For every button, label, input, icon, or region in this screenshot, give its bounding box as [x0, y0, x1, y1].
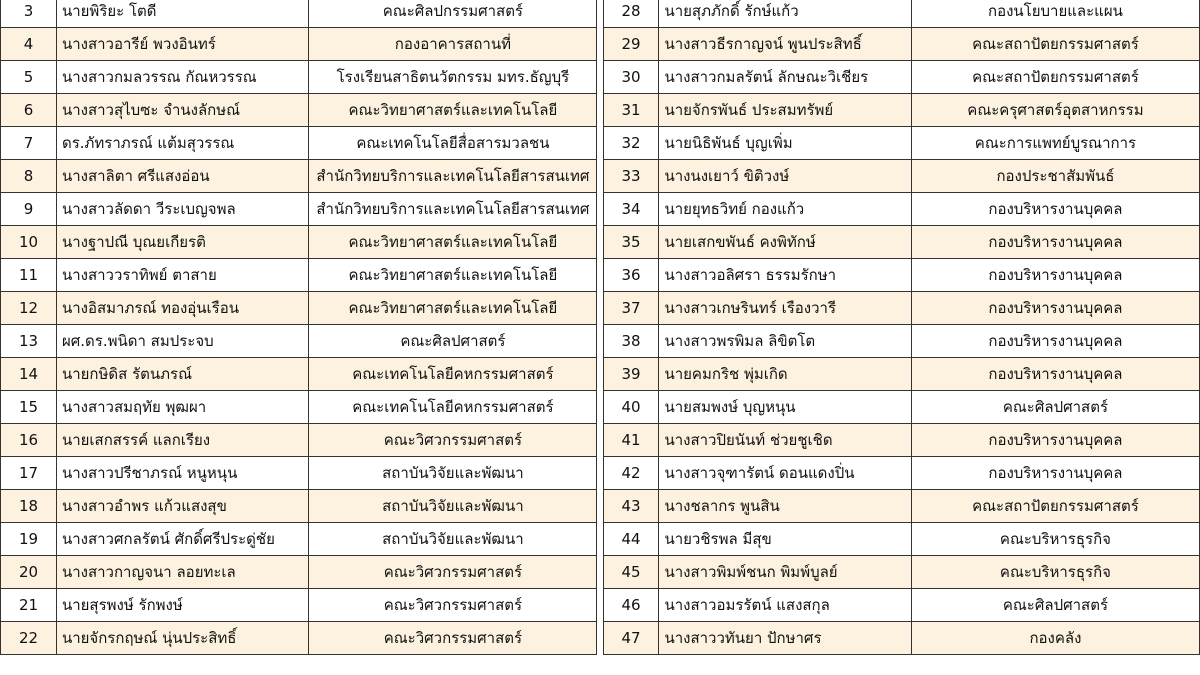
row-number-right: 36: [603, 259, 659, 292]
row-number-right: 28: [603, 0, 659, 28]
row-number-left: 4: [1, 28, 57, 61]
person-name-left: นางสาววราทิพย์ ตาสาย: [56, 259, 308, 292]
department-right: คณะสถาปัตยกรรมศาสตร์: [911, 61, 1199, 94]
row-number-right: 38: [603, 325, 659, 358]
row-number-left: 3: [1, 0, 57, 28]
row-number-left: 7: [1, 127, 57, 160]
row-number-right: 34: [603, 193, 659, 226]
row-number-left: 19: [1, 523, 57, 556]
table-row: [1, 424, 1200, 457]
row-number-left: 20: [1, 556, 57, 589]
person-name-right: นางสาวจุฑารัตน์ ดอนแดงปิ่น: [659, 457, 911, 490]
row-number-left: 21: [1, 589, 57, 622]
row-number-left: 14: [1, 358, 57, 391]
person-name-right: นางสาวพิมพ์ชนก พิมพ์บูลย์: [659, 556, 911, 589]
person-name-left: นางสาลิตา ศรีแสงอ่อน: [56, 160, 308, 193]
person-name-left: นางสาวกาญจนา ลอยทะเล: [56, 556, 308, 589]
row-number-left: 6: [1, 94, 57, 127]
department-left: คณะเทคโนโลยีคหกรรมศาสตร์: [309, 358, 597, 391]
person-name-right: นางสาวเกษรินทร์ เรืองวารี: [659, 292, 911, 325]
row-number-right: 41: [603, 424, 659, 457]
person-name-left: นางสาวสมฤทัย พุฒผา: [56, 391, 308, 424]
department-right: คณะสถาปัตยกรรมศาสตร์: [911, 490, 1199, 523]
table-row: [1, 457, 1200, 490]
department-left: โรงเรียนสาธิตนวัตกรรม มทร.ธัญบุรี: [309, 61, 597, 94]
row-number-left: 22: [1, 622, 57, 655]
department-left: สำนักวิทยบริการและเทคโนโลยีสารสนเทศ: [309, 193, 597, 226]
person-name-right: นายคมกริช พุ่มเกิด: [659, 358, 911, 391]
row-number-left: 12: [1, 292, 57, 325]
person-name-right: นางชลากร พูนสิน: [659, 490, 911, 523]
table-row: [1, 61, 1200, 94]
department-right: คณะสถาปัตยกรรมศาสตร์: [911, 28, 1199, 61]
department-right: คณะศิลปศาสตร์: [911, 589, 1199, 622]
row-number-left: 5: [1, 61, 57, 94]
person-name-left: นางสาวสุไบซะ จำนงลักษณ์: [56, 94, 308, 127]
person-name-left: นางสาวกมลวรรณ กัณหวรรณ: [56, 61, 308, 94]
row-number-left: 17: [1, 457, 57, 490]
person-name-right: นางสาวพรพิมล ลิขิตโต: [659, 325, 911, 358]
person-name-right: นางนงเยาว์ ขิติวงษ์: [659, 160, 911, 193]
table-row: [1, 622, 1200, 655]
department-left: สำนักวิทยบริการและเทคโนโลยีสารสนเทศ: [309, 160, 597, 193]
person-name-left: ดร.ภัทราภรณ์ แต้มสุวรรณ: [56, 127, 308, 160]
department-left: คณะวิศวกรรมศาสตร์: [309, 589, 597, 622]
row-number-left: 18: [1, 490, 57, 523]
person-name-right: นายนิธิพันธ์ บุญเพิ่ม: [659, 127, 911, 160]
department-right: กองประชาสัมพันธ์: [911, 160, 1199, 193]
row-number-right: 35: [603, 226, 659, 259]
department-right: กองบริหารงานบุคคล: [911, 193, 1199, 226]
department-left: คณะวิศวกรรมศาสตร์: [309, 424, 597, 457]
department-left: กองอาคารสถานที่: [309, 28, 597, 61]
department-left: สถาบันวิจัยและพัฒนา: [309, 523, 597, 556]
person-name-right: นายสมพงษ์ บุญหนุน: [659, 391, 911, 424]
person-name-right: นายวชิรพล มีสุข: [659, 523, 911, 556]
department-right: กองบริหารงานบุคคล: [911, 457, 1199, 490]
department-left: คณะวิทยาศาสตร์และเทคโนโลยี: [309, 226, 597, 259]
row-number-left: 16: [1, 424, 57, 457]
department-left: สถาบันวิจัยและพัฒนา: [309, 457, 597, 490]
person-name-right: นายยุทธวิทย์ กองแก้ว: [659, 193, 911, 226]
row-number-left: 15: [1, 391, 57, 424]
table-row: [1, 391, 1200, 424]
person-name-right: นางสาวกมลรัตน์ ลักษณะวิเชียร: [659, 61, 911, 94]
table-row: [1, 292, 1200, 325]
row-number-right: 29: [603, 28, 659, 61]
person-name-right: นางสาวปิยนันท์ ช่วยชูเชิด: [659, 424, 911, 457]
person-name-left: นายพิริยะ โตดี: [56, 0, 308, 28]
table-row: [1, 160, 1200, 193]
person-name-right: นายเสกขพันธ์ คงพิทักษ์: [659, 226, 911, 259]
department-right: คณะศิลปศาสตร์: [911, 391, 1199, 424]
table-row: [1, 94, 1200, 127]
department-right: คณะครุศาสตร์อุตสาหกรรม: [911, 94, 1199, 127]
department-left: คณะวิทยาศาสตร์และเทคโนโลยี: [309, 259, 597, 292]
row-number-left: 10: [1, 226, 57, 259]
row-number-left: 11: [1, 259, 57, 292]
row-number-right: 42: [603, 457, 659, 490]
person-name-left: นายกษิดิส รัตนภรณ์: [56, 358, 308, 391]
person-name-left: นางสาวศกลรัตน์ ศักดิ์ศรีประดู่ชัย: [56, 523, 308, 556]
row-number-right: 31: [603, 94, 659, 127]
person-name-left: ผศ.ดร.พนิดา สมประจบ: [56, 325, 308, 358]
roster-body: [1, 0, 1200, 655]
department-right: กองบริหารงานบุคคล: [911, 325, 1199, 358]
row-number-right: 40: [603, 391, 659, 424]
person-name-right: นายจักรพันธ์ ประสมทรัพย์: [659, 94, 911, 127]
person-name-right: นางสาววทันยา ปักษาศร: [659, 622, 911, 655]
person-name-left: นายเสกสรรค์ แลกเรียง: [56, 424, 308, 457]
person-name-left: นางสาวปรีชาภรณ์ หนูหนุน: [56, 457, 308, 490]
department-left: คณะวิทยาศาสตร์และเทคโนโลยี: [309, 94, 597, 127]
department-left: คณะวิศวกรรมศาสตร์: [309, 622, 597, 655]
table-row: [1, 523, 1200, 556]
row-number-left: 8: [1, 160, 57, 193]
row-number-left: 13: [1, 325, 57, 358]
person-name-left: นางอิสมาภรณ์ ทองอุ่นเรือน: [56, 292, 308, 325]
row-number-right: 46: [603, 589, 659, 622]
person-name-left: นางฐาปณี บุณยเกียรติ: [56, 226, 308, 259]
department-right: กองบริหารงานบุคคล: [911, 259, 1199, 292]
department-left: คณะวิศวกรรมศาสตร์: [309, 556, 597, 589]
table-row: [1, 589, 1200, 622]
table-row: [1, 490, 1200, 523]
department-left: คณะศิลปกรรมศาสตร์: [309, 0, 597, 28]
department-right: คณะการแพทย์บูรณาการ: [911, 127, 1199, 160]
row-number-right: 44: [603, 523, 659, 556]
person-name-right: นางสาวธีรกาญจน์ พูนประสิทธิ์: [659, 28, 911, 61]
row-number-right: 39: [603, 358, 659, 391]
table-row: [1, 28, 1200, 61]
row-number-left: 9: [1, 193, 57, 226]
person-name-right: นางสาวอมรรัตน์ แสงสกุล: [659, 589, 911, 622]
department-left: สถาบันวิจัยและพัฒนา: [309, 490, 597, 523]
table-row: [1, 127, 1200, 160]
person-name-left: นายสุรพงษ์ รักพงษ์: [56, 589, 308, 622]
row-number-right: 45: [603, 556, 659, 589]
person-name-left: นางสาวอำพร แก้วแสงสุข: [56, 490, 308, 523]
department-right: กองนโยบายและแผน: [911, 0, 1199, 28]
table-row: [1, 556, 1200, 589]
department-right: คณะบริหารธุรกิจ: [911, 556, 1199, 589]
person-name-right: นางสาวอลิศรา ธรรมรักษา: [659, 259, 911, 292]
table-row: [1, 0, 1200, 28]
row-number-right: 30: [603, 61, 659, 94]
row-number-right: 47: [603, 622, 659, 655]
department-left: คณะเทคโนโลยีคหกรรมศาสตร์: [309, 391, 597, 424]
row-number-right: 32: [603, 127, 659, 160]
department-right: กองบริหารงานบุคคล: [911, 358, 1199, 391]
department-left: คณะวิทยาศาสตร์และเทคโนโลยี: [309, 292, 597, 325]
department-right: กองคลัง: [911, 622, 1199, 655]
table-row: [1, 193, 1200, 226]
row-number-right: 43: [603, 490, 659, 523]
row-number-right: 37: [603, 292, 659, 325]
person-name-right: นายสุภภักดิ์ รักษ์แก้ว: [659, 0, 911, 28]
row-number-right: 33: [603, 160, 659, 193]
person-name-left: นายจักรกฤษณ์ นุ่นประสิทธิ์: [56, 622, 308, 655]
department-left: คณะเทคโนโลยีสื่อสารมวลชน: [309, 127, 597, 160]
person-name-left: นางสาวลัดดา วีระเบญจพล: [56, 193, 308, 226]
person-name-left: นางสาวอารีย์ พวงอินทร์: [56, 28, 308, 61]
table-row: [1, 358, 1200, 391]
table-row: [1, 325, 1200, 358]
table-row: [1, 259, 1200, 292]
department-left: คณะศิลปศาสตร์: [309, 325, 597, 358]
department-right: กองบริหารงานบุคคล: [911, 424, 1199, 457]
department-right: กองบริหารงานบุคคล: [911, 292, 1199, 325]
department-right: คณะบริหารธุรกิจ: [911, 523, 1199, 556]
table-row: [1, 226, 1200, 259]
department-right: กองบริหารงานบุคคล: [911, 226, 1199, 259]
